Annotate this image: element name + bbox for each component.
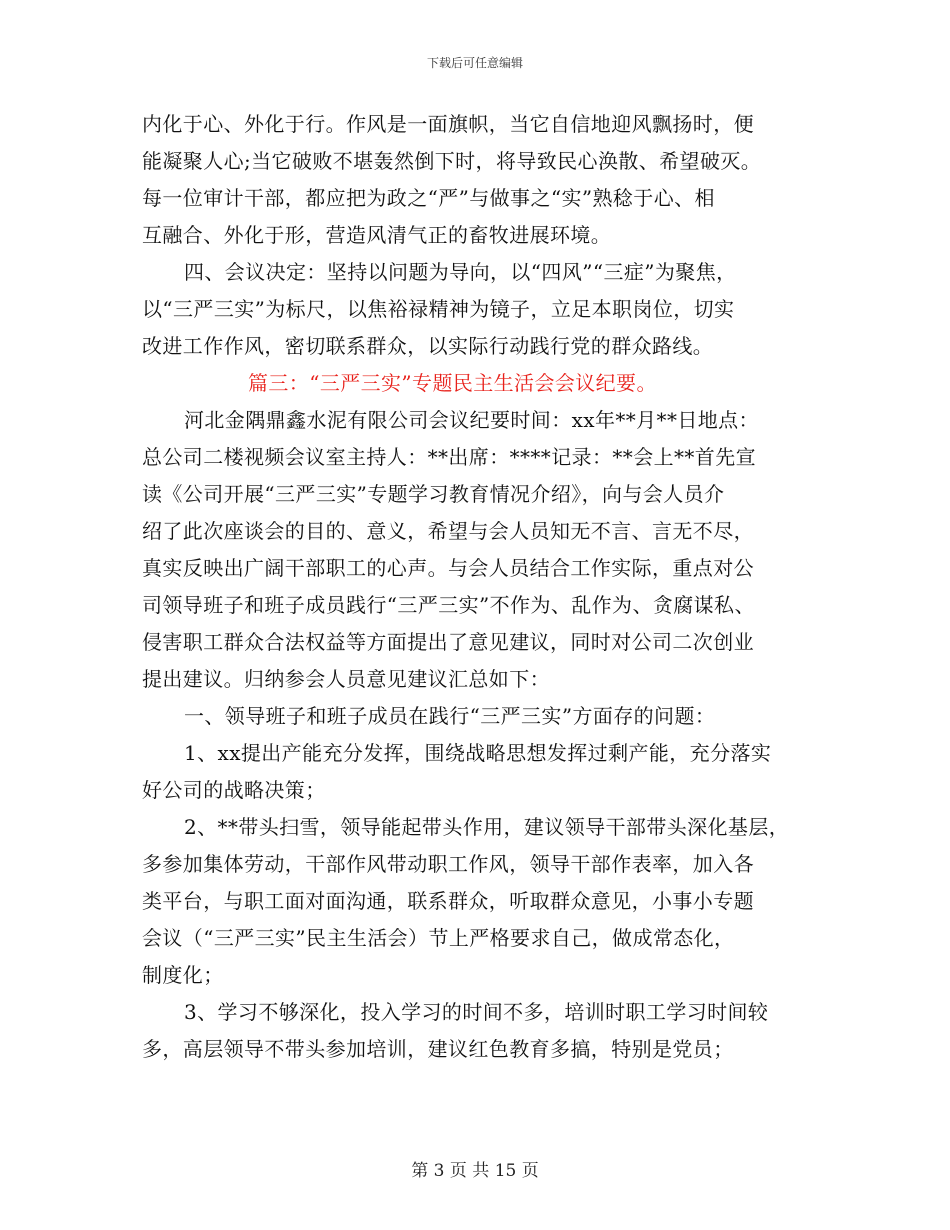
text-line: 制度化； (142, 963, 224, 987)
text-line: 多，高层领导不带头参加培训，建议红色教育多搞，特别是党员； (142, 1037, 734, 1061)
text-line: 能凝聚人心;当它破败不堪轰然倒下时，将导致民心涣散、希望破灭。 (142, 149, 762, 173)
text-line: 内化于心、外化于行。作风是一面旗帜，当它自信地迎风飘扬时，便 (142, 112, 754, 136)
text-line: 3、学习不够深化，投入学习的时间不多，培训时职工学习时间较 (184, 1000, 769, 1024)
text-line: 一、领导班子和班子成员在践行“三严三实”方面存的问题： (184, 704, 716, 728)
text-line: 每一位审计干部，都应把为政之“严”与做事之“实”熟稔于心、相 (142, 186, 715, 210)
text-line: 1、xx提出产能充分发挥，围绕战略思想发挥过剩产能，充分落实 (184, 741, 772, 765)
page-header-note: 下载后可任意编辑 (426, 56, 523, 70)
text-line: 真实反映出广阔干部职工的心声。与会人员结合工作实际，重点对公 (142, 556, 754, 580)
text-line: 2、**带头扫雪，领导能起带头作用，建议领导干部带头深化基层， (184, 815, 790, 839)
document-body (142, 106, 814, 1068)
page-number: 第 3 页 共 15 页 (411, 1161, 539, 1181)
text-line: 读《公司开展“三严三实”专题学习教育情况介绍》，向与会人员介 (142, 482, 725, 506)
text-line: 四、会议决定：坚持以问题为导向，以“四风”“三症”为聚焦， (184, 260, 737, 284)
text-line: 以“三严三实”为标尺，以焦裕禄精神为镜子，立足本职岗位，切实 (142, 297, 735, 321)
text-line: 司领导班子和班子成员践行“三严三实”不作为、乱作为、贪腐谋私、 (142, 593, 755, 617)
text-line: 总公司二楼视频会议室主持人：**出席：****记录：**会上**首先宣 (142, 445, 756, 469)
text-line: 好公司的战略决策； (142, 778, 326, 802)
section-heading: 篇三：“三严三实”专题民主生活会会议纪要。 (248, 371, 657, 395)
text-line: 河北金隅鼎鑫水泥有限公司会议纪要时间：xx年**月**日地点： (184, 408, 759, 432)
text-line: 多参加集体劳动，干部作风带动职工作风，领导干部作表率，加入各 (142, 852, 754, 876)
text-line: 绍了此次座谈会的目的、意义，希望与会人员知无不言、言无不尽， (142, 519, 754, 543)
text-line: 提出建议。归纳参会人员意见建议汇总如下： (142, 667, 550, 691)
text-line: 类平台，与职工面对面沟通，联系群众，听取群众意见，小事小专题 (142, 889, 754, 913)
text-line: 互融合、外化于形，营造风清气正的畜牧进展环境。 (142, 223, 612, 247)
text-line: 会议（“三严三实”民主生活会）节上严格要求自己，做成常态化， (142, 926, 735, 950)
text-line: 侵害职工群众合法权益等方面提出了意见建议，同时对公司二次创业 (142, 630, 754, 654)
text-line: 改进工作作风，密切联系群众，以实际行动践行党的群众路线。 (142, 334, 714, 358)
